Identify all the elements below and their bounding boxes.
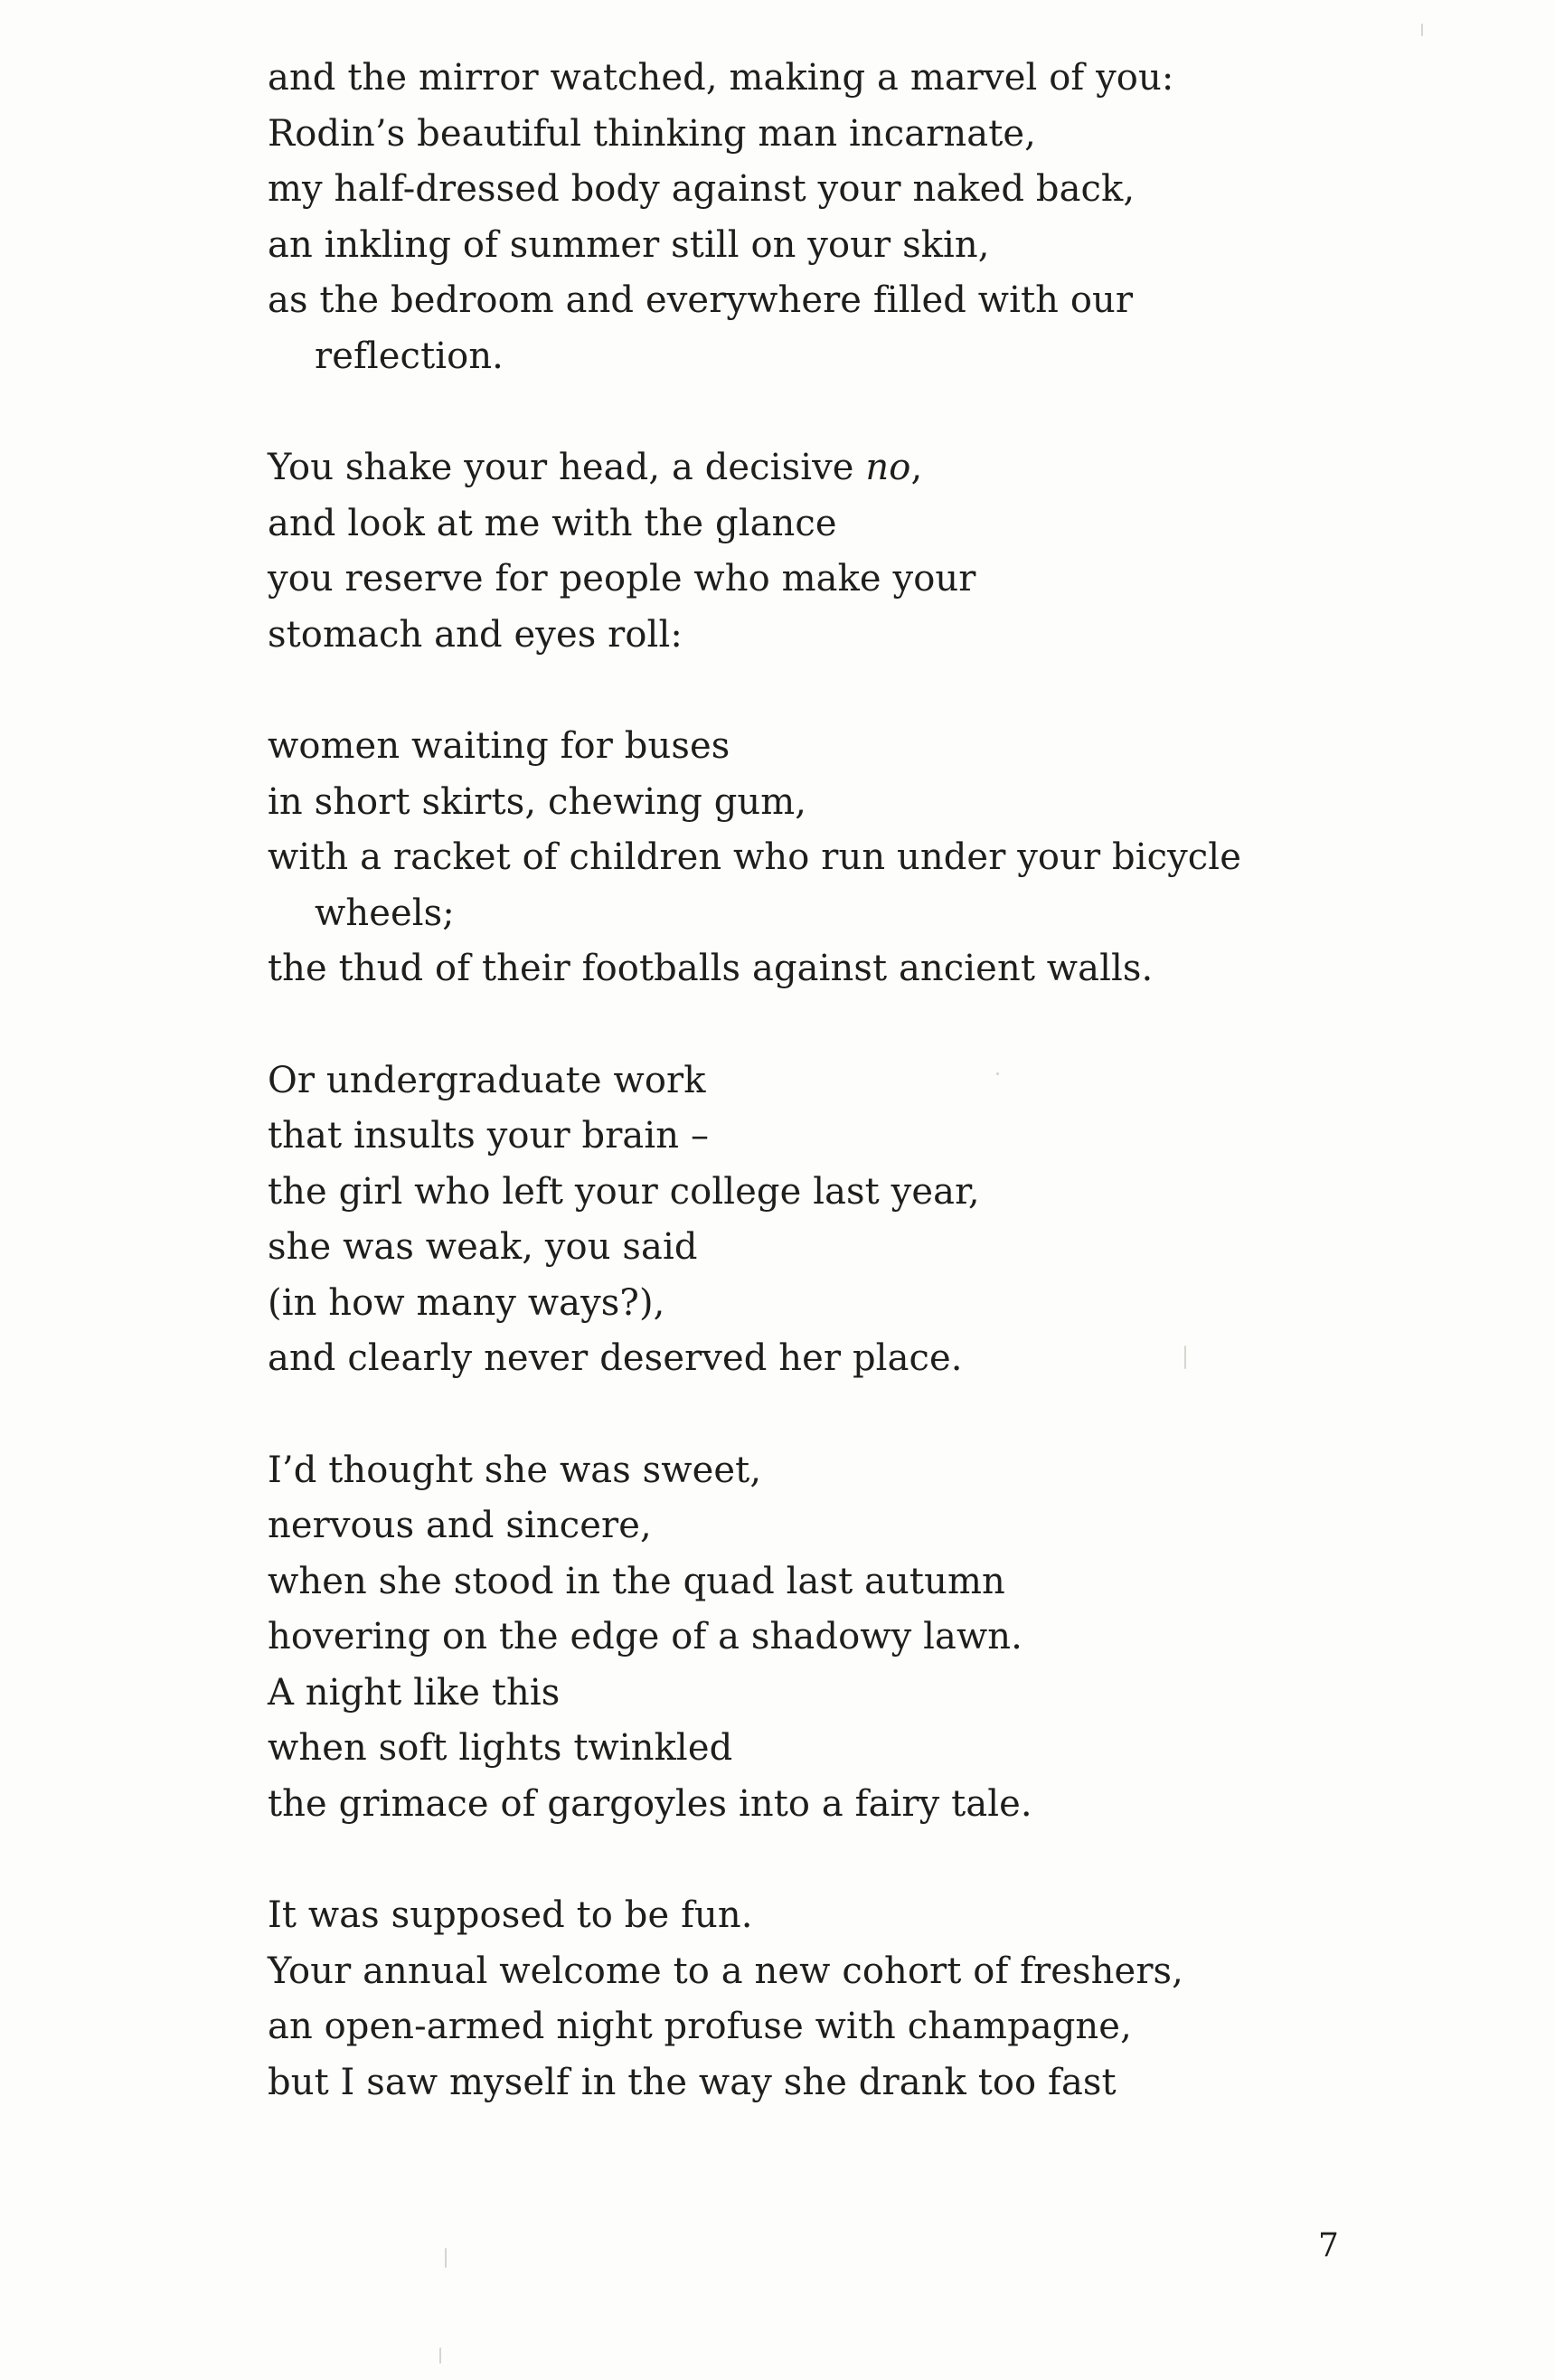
line-text: , [910,447,923,488]
scan-speck [996,1072,999,1075]
line-text: the grimace of gargoyles into a fairy tale. [268,1782,1032,1825]
line-text: an inkling of summer still on your skin, [268,223,990,266]
line-text: and clearly never deserved her place. [268,1337,963,1379]
line-text: You shake your head, a decisive [268,447,866,488]
poem-line [268,1276,1280,1332]
poem-line [268,1109,1280,1165]
stanza [268,719,1280,997]
poem-line [268,1165,1280,1221]
stanza [268,51,1280,384]
line-text: when she stood in the quad last autumn [268,1560,1005,1602]
line-text: when soft lights twinkled [268,1727,733,1769]
line-text: (in how many ways?), [268,1281,665,1324]
emphasized-word: no [865,447,911,488]
poem-line [268,440,1280,496]
line-text: the girl who left your college last year, [268,1170,980,1213]
line-text: in short skirts, chewing gum, [268,780,807,823]
line-text: with a racket of children who run under your bicycle [268,836,1241,878]
poem-line-continuation [268,886,1280,942]
poem-line [268,496,1280,552]
line-text: as the bedroom and everywhere filled with our [268,279,1134,321]
poem-line [268,1443,1280,1499]
poem-line [268,1053,1280,1110]
line-text: but I saw myself in the way she drank too fast [268,2061,1117,2103]
poem-line [268,1721,1280,1777]
poem-line [268,1220,1280,1276]
line-text: I’d thought she was sweet, [268,1449,762,1491]
line-text: the thud of their footballs against ancient walls. [268,948,1154,989]
line-text: It was supposed to be fun. [268,1894,753,1936]
stanza [268,1888,1280,2111]
line-text: my half-dressed body against your naked back, [268,168,1136,210]
poem-line [268,775,1280,831]
scan-speck [445,2248,447,2268]
poem-line [268,1999,1280,2055]
scan-speck [1184,1346,1186,1369]
poem-line [268,941,1280,997]
poem-line [268,830,1280,886]
poem-line-continuation [268,329,1280,385]
stanza [268,440,1280,663]
poem-line [268,107,1280,163]
page-number: 7 [1318,2227,1339,2264]
poem-line [268,218,1280,274]
line-text: she was weak, you said [268,1226,698,1268]
scan-speck [1421,24,1423,36]
poem-line [268,552,1280,608]
line-text: nervous and sincere, [268,1505,652,1546]
line-text: and the mirror watched, making a marvel of you: [268,57,1174,99]
stanza [268,1443,1280,1833]
line-text: hovering on the edge of a shadowy lawn. [268,1616,1023,1658]
line-text: Your annual welcome to a new cohort of freshers, [268,1950,1183,1992]
stanza [268,1053,1280,1387]
line-text: wheels; [315,892,455,934]
line-text: an open-armed night profuse with champagne, [268,2006,1132,2047]
poem-line [268,162,1280,218]
line-text: you reserve for people who make your [268,558,976,600]
line-text: women waiting for buses [268,725,730,767]
line-text: reflection. [315,335,504,377]
line-text: Rodin’s beautiful thinking man incarnate, [268,112,1036,155]
line-text: A night like this [268,1671,561,1714]
poem-line [268,719,1280,775]
poem-line [268,1554,1280,1610]
poem-line [268,2055,1280,2111]
poem-line [268,1331,1280,1387]
poem-line [268,1498,1280,1554]
poem-line [268,273,1280,329]
poem-line [268,1666,1280,1722]
line-text: Or undergraduate work [268,1059,706,1101]
poem-line [268,51,1280,107]
poem-body [268,51,1280,2167]
scan-speck [439,2347,441,2364]
poem-line [268,1888,1280,1944]
poem-line [268,608,1280,664]
poem-line [268,1944,1280,2000]
line-text: and look at me with the glance [268,502,837,544]
line-text: stomach and eyes roll: [268,613,683,656]
poem-line [268,1610,1280,1666]
line-text: that insults your brain – [268,1115,710,1157]
poem-line [268,1777,1280,1833]
